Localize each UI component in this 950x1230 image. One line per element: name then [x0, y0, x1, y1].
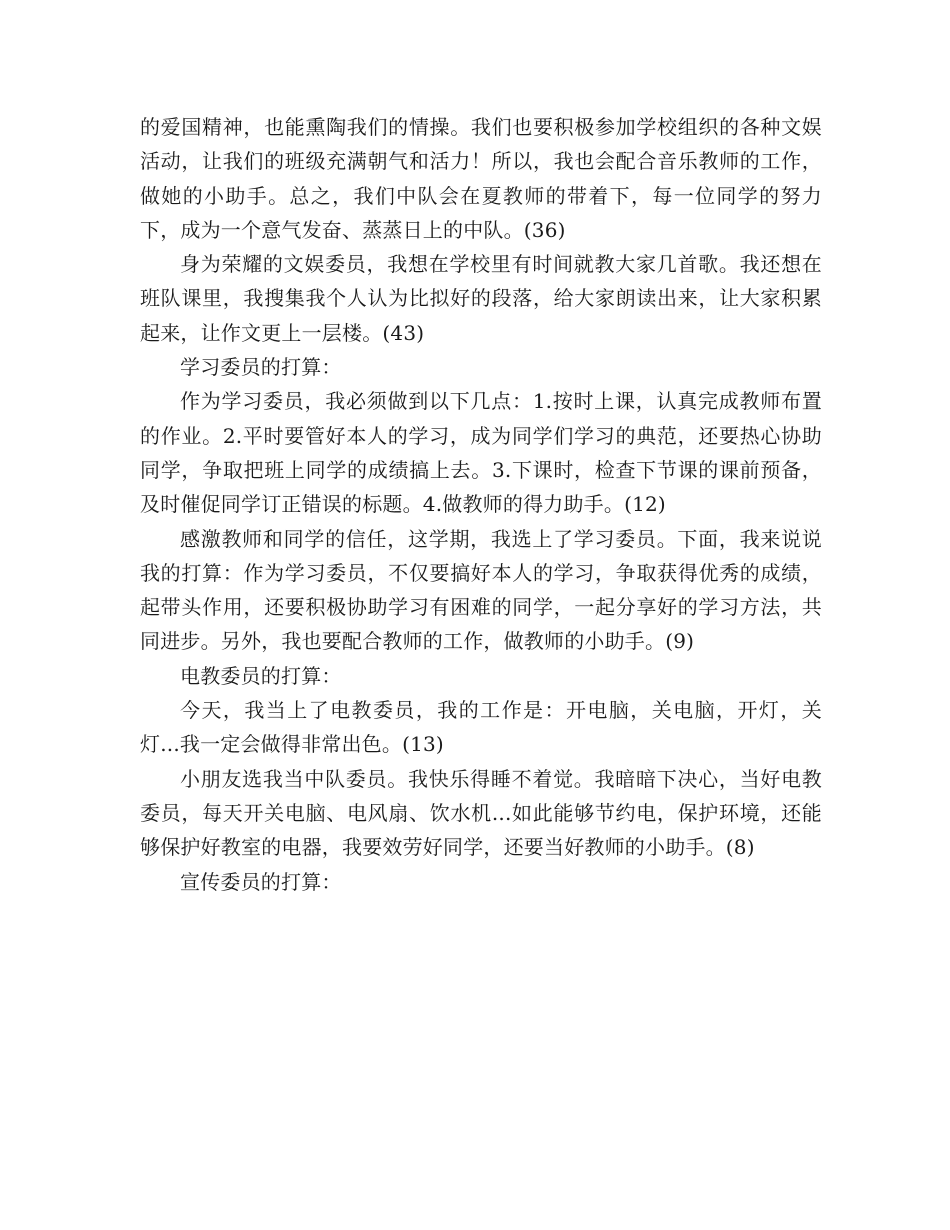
- paragraph-2: 身为荣耀的文娱委员，我想在学校里有时间就教大家几首歌。我还想在班队课里，我搜集我个人认为比拟好的段落，给大家朗读出来，让大家积累起来，让作文更上一层楼。(43): [140, 252, 822, 345]
- document-body: [140, 110, 822, 899]
- section-heading-study-committee: 学习委员的打算：: [180, 355, 342, 380]
- paragraph-1: 的爱国精神，也能熏陶我们的情操。我们也要积极参加学校组织的各种文娱活动，让我们的班级充满朝气和活力！所以，我也会配合音乐教师的工作，做她的小助手。总之，我们中队会在夏教师的带着下，每一位同学的努力下，成为一个意气发奋、蒸蒸日上的中队。(36): [140, 115, 822, 242]
- section-heading-publicity-committee: 宣传委员的打算：: [180, 869, 342, 894]
- paragraph-6: 小朋友选我当中队委员。我快乐得睡不着觉。我暗暗下决心，当好电教委员，每天开关电脑、电风扇、饮水机...如此能够节约电，保护环境，还能够保护好教室的电器，我要效劳好同学，还要当好教师的小助手。(8): [140, 766, 822, 860]
- paragraph-4: 感激教师和同学的信任，这学期，我选上了学习委员。下面，我来说说我的打算：作为学习委员，不仅要搞好本人的学习，争取获得优秀的成绩，起带头作用，还要积极协助学习有困难的同学，一起分享好的学习方法，共同进步。另外，我也要配合教师的工作，做教师的小助手。(9): [140, 526, 822, 654]
- section-heading-av-committee: 电教委员的打算：: [180, 663, 342, 688]
- paragraph-5: 今天，我当上了电教委员，我的工作是：开电脑，关电脑，开灯，关灯...我一定会做得非常出色。(13): [140, 698, 822, 757]
- paragraph-3: 作为学习委员，我必须做到以下几点：1.按时上课，认真完成教师布置的作业。2.平时要管好本人的学习，成为同学们学习的典范，还要热心协助同学，争取把班上同学的成绩搞上去。3.下课时，检查下节课的课前预备，及时催促同学订正错误的标题。4.做教师的得力助手。(12): [140, 389, 822, 517]
